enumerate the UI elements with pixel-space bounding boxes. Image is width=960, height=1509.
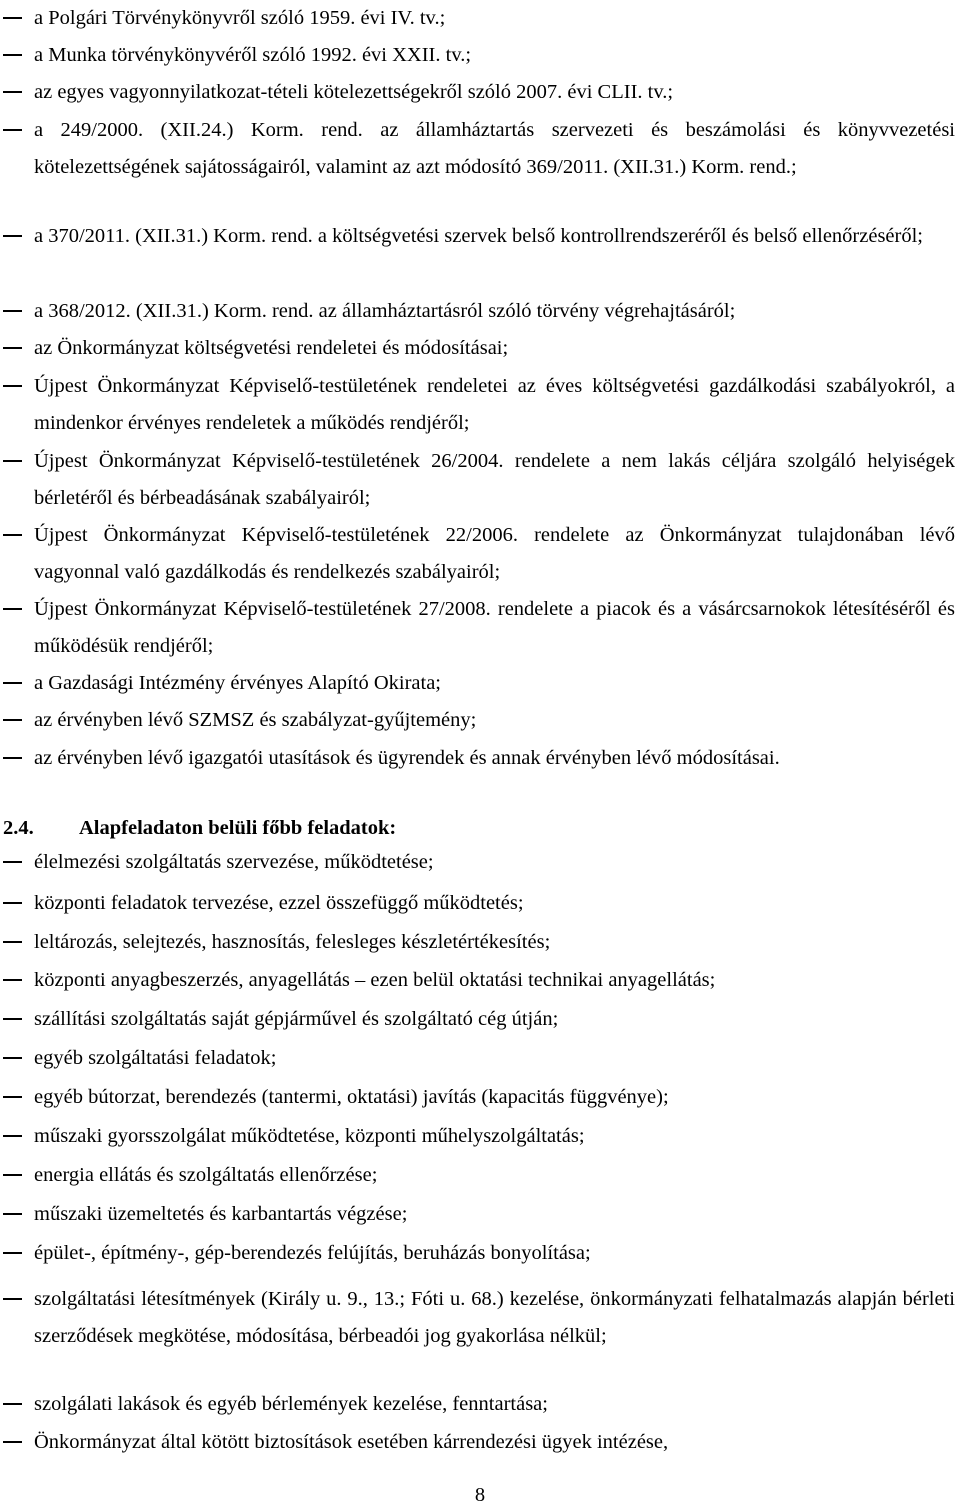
list-item-text: műszaki gyorsszolgálat működtetése, központi műhelyszolgáltatás;: [34, 1125, 585, 1147]
list-item-text: a Gazdasági Intézmény érvényes Alapító Okirata;: [34, 672, 441, 694]
list-item-text: Újpest Önkormányzat Képviselő-testületének 27/2008. rendelete a piacok és a vásárcsarnokok létesítéséről és működésük rendjéről;: [34, 598, 955, 657]
list-item-text: központi feladatok tervezése, ezzel összefüggő működtetés;: [34, 892, 524, 914]
list-item-text: élelmezési szolgáltatás szervezése, működtetése;: [34, 851, 434, 873]
list-item-text: energia ellátás és szolgáltatás ellenőrzése;: [34, 1164, 378, 1186]
list-item-text: szolgáltatási létesítmények (Király u. 9., 13.; Fóti u. 68.) kezelése, önkormányzati felhatalmazás alapján bérleti szerződések megkötése, módosítása, bérbeadói jog gyakorlása nélkül;: [34, 1288, 955, 1347]
list-item-text: műszaki üzemeltetés és karbantartás végzése;: [34, 1203, 408, 1225]
list-item-text: a Munka törvénykönyvéről szóló 1992. évi XXII. tv.;: [34, 44, 472, 66]
section-title: Alapfeladaton belüli főbb feladatok:: [79, 817, 397, 839]
list-item-text: szállítási szolgáltatás saját gépjárművel és szolgáltató cég útján;: [34, 1008, 559, 1030]
list-item-text: az érvényben lévő igazgatói utasítások és ügyrendek és annak érvényben lévő módosításai.: [34, 747, 780, 769]
list-item-text: az érvényben lévő SZMSZ és szabályzat-gyűjtemény;: [34, 709, 477, 731]
list-item-text: az egyes vagyonnyilatkozat-tételi kötelezettségekről szóló 2007. évi CLII. tv.;: [34, 81, 674, 103]
list-item-text: a 249/2000. (XII.24.) Korm. rend. az államháztartás szervezeti és beszámolási és könyvvezetési kötelezettségének sajátosságairól, valamint az azt módosító 369/2011. (XII.31.) Korm. rend.;: [34, 119, 955, 178]
list-item-text: egyéb bútorzat, berendezés (tantermi, oktatási) javítás (kapacitás függvénye);: [34, 1086, 669, 1108]
list-item-text: az Önkormányzat költségvetési rendeletei és módosításai;: [34, 337, 509, 359]
list-item-text: egyéb szolgáltatási feladatok;: [34, 1047, 277, 1069]
list-item-text: épület-, építmény-, gép-berendezés felújítás, beruházás bonyolítása;: [34, 1242, 591, 1264]
section-number: 2.4.: [3, 817, 34, 839]
list-item-text: szolgálati lakások és egyéb bérlemények kezelése, fenntartása;: [34, 1393, 548, 1415]
list-item-text: leltározás, selejtezés, hasznosítás, felesleges készletértékesítés;: [34, 931, 551, 953]
list-item-text: Újpest Önkormányzat Képviselő-testületének 22/2006. rendelete az Önkormányzat tulajdonában lévő vagyonnal való gazdálkodás és rendelkezés szabályairól;: [34, 524, 955, 583]
list-item-text: a Polgári Törvénykönyvről szóló 1959. évi IV. tv.;: [34, 7, 446, 29]
list-item-text: Újpest Önkormányzat Képviselő-testületének 26/2004. rendelete a nem lakás céljára szolgáló helyiségek bérletéről és bérbeadásának szabályairól;: [34, 450, 955, 509]
list-item-text: Önkormányzat által kötött biztosítások esetében kárrendezési ügyek intézése,: [34, 1431, 669, 1453]
list-item-text: a 370/2011. (XII.31.) Korm. rend. a költségvetési szervek belső kontrollrendszeréről és belső ellenőrzéséről;: [34, 225, 923, 247]
page-number: 8: [474, 1484, 486, 1506]
list-item-text: központi anyagbeszerzés, anyagellátás – ezen belül oktatási technikai anyagellátás;: [34, 969, 716, 991]
list-item-text: Újpest Önkormányzat Képviselő-testületének rendeletei az éves költségvetési gazdálkodási szabályokról, a mindenkor érvényes rendeletek a működés rendjéről;: [34, 375, 955, 434]
list-item-text: a 368/2012. (XII.31.) Korm. rend. az államháztartásról szóló törvény végrehajtásáról;: [34, 300, 736, 322]
